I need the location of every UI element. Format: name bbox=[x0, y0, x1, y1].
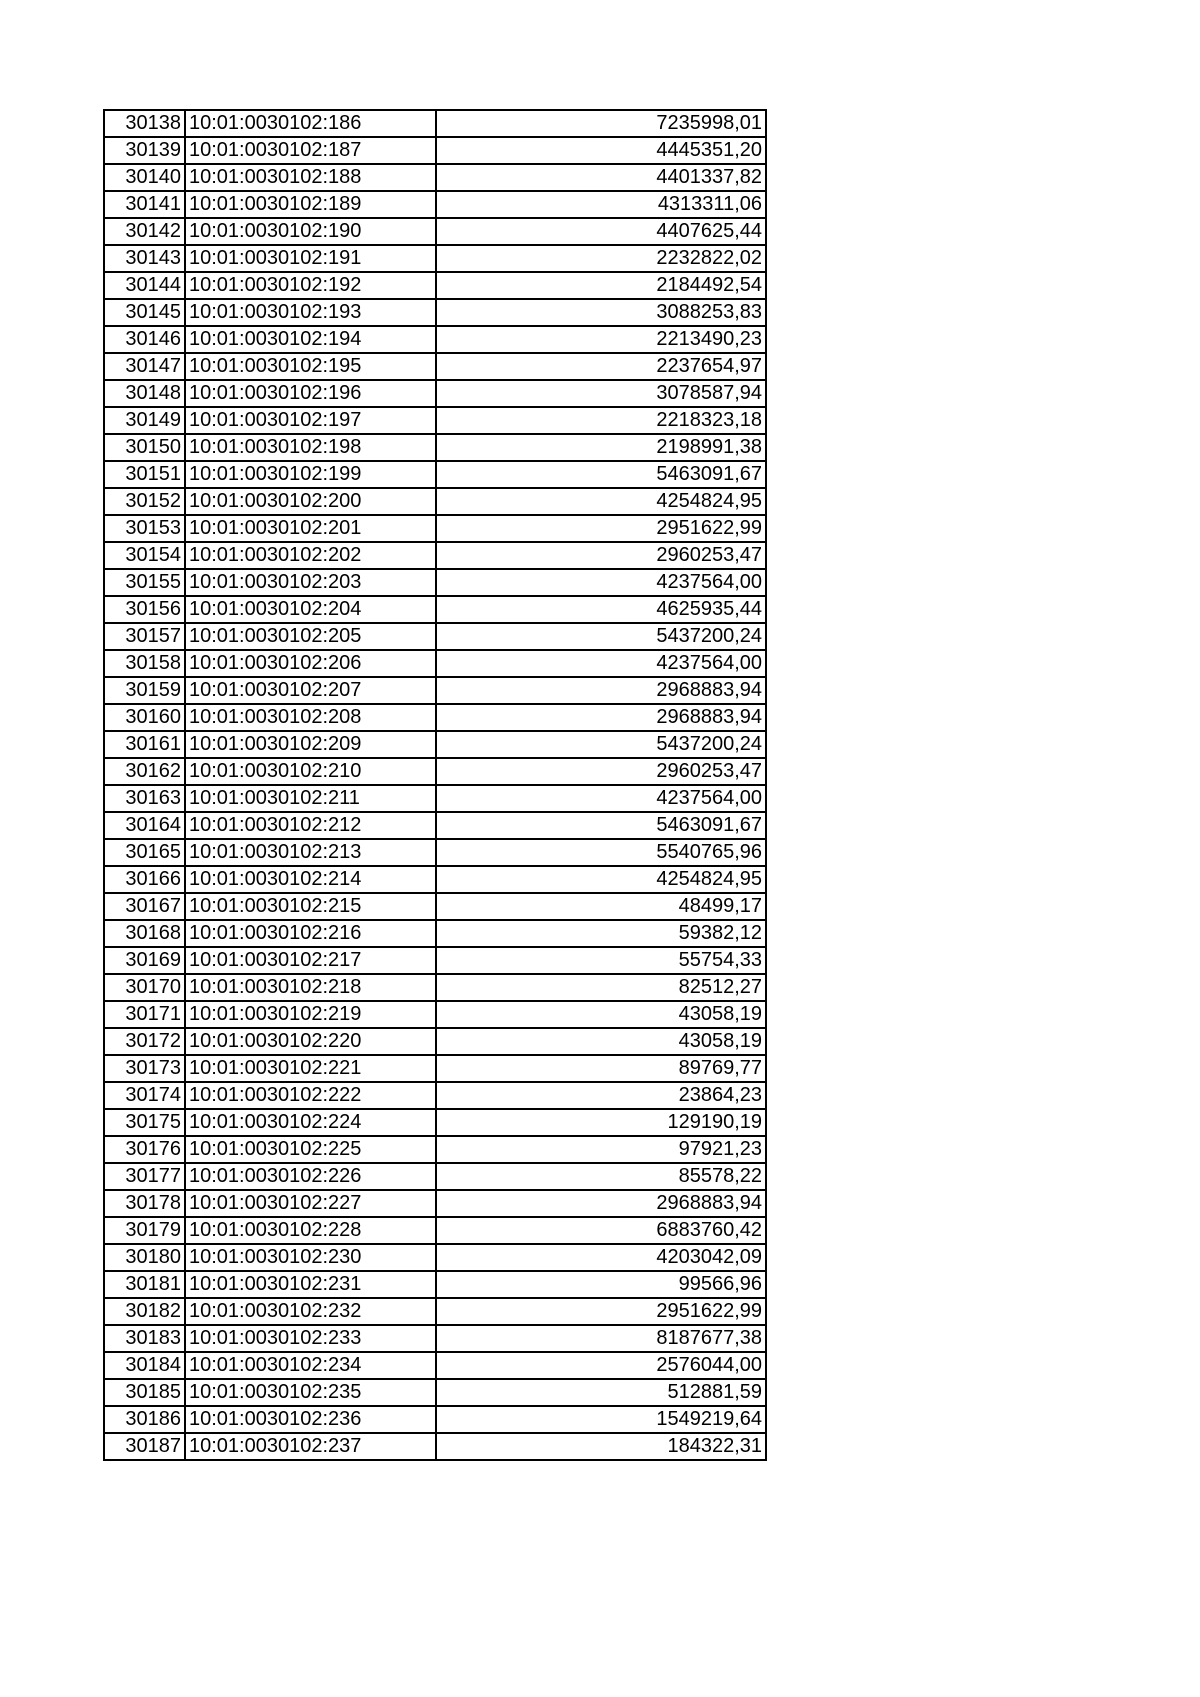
cadastral-number-cell: 10:01:0030102:214 bbox=[185, 866, 436, 893]
cadastral-number-cell: 10:01:0030102:186 bbox=[185, 110, 436, 137]
table-row bbox=[104, 731, 766, 758]
table-row bbox=[104, 1271, 766, 1298]
value-cell: 7235998,01 bbox=[436, 110, 766, 137]
row-number-cell: 30187 bbox=[104, 1433, 185, 1460]
value-cell: 4254824,95 bbox=[436, 866, 766, 893]
row-number-cell: 30140 bbox=[104, 164, 185, 191]
cadastral-number-cell: 10:01:0030102:235 bbox=[185, 1379, 436, 1406]
data-table bbox=[103, 109, 767, 1461]
row-number-cell: 30165 bbox=[104, 839, 185, 866]
value-cell: 4237564,00 bbox=[436, 650, 766, 677]
value-cell: 2951622,99 bbox=[436, 515, 766, 542]
cadastral-number-cell: 10:01:0030102:206 bbox=[185, 650, 436, 677]
value-cell: 5540765,96 bbox=[436, 839, 766, 866]
row-number-cell: 30174 bbox=[104, 1082, 185, 1109]
value-cell: 3088253,83 bbox=[436, 299, 766, 326]
table-row bbox=[104, 650, 766, 677]
cadastral-number-cell: 10:01:0030102:222 bbox=[185, 1082, 436, 1109]
table-row bbox=[104, 191, 766, 218]
cadastral-number-cell: 10:01:0030102:212 bbox=[185, 812, 436, 839]
cadastral-number-cell: 10:01:0030102:227 bbox=[185, 1190, 436, 1217]
cadastral-number-cell: 10:01:0030102:226 bbox=[185, 1163, 436, 1190]
value-cell: 5463091,67 bbox=[436, 461, 766, 488]
value-cell: 4313311,06 bbox=[436, 191, 766, 218]
table-row bbox=[104, 1028, 766, 1055]
value-cell: 2960253,47 bbox=[436, 758, 766, 785]
cadastral-number-cell: 10:01:0030102:193 bbox=[185, 299, 436, 326]
value-cell: 99566,96 bbox=[436, 1271, 766, 1298]
value-cell: 59382,12 bbox=[436, 920, 766, 947]
value-cell: 2184492,54 bbox=[436, 272, 766, 299]
table-row bbox=[104, 1244, 766, 1271]
cadastral-number-cell: 10:01:0030102:199 bbox=[185, 461, 436, 488]
row-number-cell: 30152 bbox=[104, 488, 185, 515]
cadastral-number-cell: 10:01:0030102:201 bbox=[185, 515, 436, 542]
row-number-cell: 30153 bbox=[104, 515, 185, 542]
value-cell: 2198991,38 bbox=[436, 434, 766, 461]
cadastral-number-cell: 10:01:0030102:210 bbox=[185, 758, 436, 785]
value-cell: 4401337,82 bbox=[436, 164, 766, 191]
table-row bbox=[104, 434, 766, 461]
row-number-cell: 30145 bbox=[104, 299, 185, 326]
cadastral-number-cell: 10:01:0030102:224 bbox=[185, 1109, 436, 1136]
row-number-cell: 30161 bbox=[104, 731, 185, 758]
table-row bbox=[104, 110, 766, 137]
cadastral-number-cell: 10:01:0030102:219 bbox=[185, 1001, 436, 1028]
value-cell: 43058,19 bbox=[436, 1001, 766, 1028]
value-cell: 3078587,94 bbox=[436, 380, 766, 407]
cadastral-number-cell: 10:01:0030102:232 bbox=[185, 1298, 436, 1325]
row-number-cell: 30175 bbox=[104, 1109, 185, 1136]
row-number-cell: 30163 bbox=[104, 785, 185, 812]
row-number-cell: 30181 bbox=[104, 1271, 185, 1298]
value-cell: 4254824,95 bbox=[436, 488, 766, 515]
row-number-cell: 30185 bbox=[104, 1379, 185, 1406]
row-number-cell: 30155 bbox=[104, 569, 185, 596]
table-row bbox=[104, 839, 766, 866]
table-row bbox=[104, 1055, 766, 1082]
value-cell: 4237564,00 bbox=[436, 569, 766, 596]
row-number-cell: 30158 bbox=[104, 650, 185, 677]
row-number-cell: 30169 bbox=[104, 947, 185, 974]
table-body bbox=[104, 110, 766, 1460]
value-cell: 97921,23 bbox=[436, 1136, 766, 1163]
row-number-cell: 30168 bbox=[104, 920, 185, 947]
cadastral-number-cell: 10:01:0030102:233 bbox=[185, 1325, 436, 1352]
row-number-cell: 30162 bbox=[104, 758, 185, 785]
table-row bbox=[104, 218, 766, 245]
cadastral-number-cell: 10:01:0030102:234 bbox=[185, 1352, 436, 1379]
table-row bbox=[104, 1190, 766, 1217]
row-number-cell: 30173 bbox=[104, 1055, 185, 1082]
row-number-cell: 30170 bbox=[104, 974, 185, 1001]
row-number-cell: 30182 bbox=[104, 1298, 185, 1325]
value-cell: 4445351,20 bbox=[436, 137, 766, 164]
table-row bbox=[104, 1406, 766, 1433]
value-cell: 2968883,94 bbox=[436, 1190, 766, 1217]
table-row bbox=[104, 569, 766, 596]
value-cell: 512881,59 bbox=[436, 1379, 766, 1406]
table-row bbox=[104, 137, 766, 164]
cadastral-number-cell: 10:01:0030102:211 bbox=[185, 785, 436, 812]
value-cell: 82512,27 bbox=[436, 974, 766, 1001]
table-row bbox=[104, 866, 766, 893]
cadastral-number-cell: 10:01:0030102:213 bbox=[185, 839, 436, 866]
cadastral-number-cell: 10:01:0030102:205 bbox=[185, 623, 436, 650]
value-cell: 5437200,24 bbox=[436, 731, 766, 758]
cadastral-number-cell: 10:01:0030102:195 bbox=[185, 353, 436, 380]
value-cell: 6883760,42 bbox=[436, 1217, 766, 1244]
table-row bbox=[104, 1325, 766, 1352]
cadastral-number-cell: 10:01:0030102:231 bbox=[185, 1271, 436, 1298]
row-number-cell: 30172 bbox=[104, 1028, 185, 1055]
row-number-cell: 30160 bbox=[104, 704, 185, 731]
table-row bbox=[104, 353, 766, 380]
cadastral-number-cell: 10:01:0030102:194 bbox=[185, 326, 436, 353]
cadastral-number-cell: 10:01:0030102:230 bbox=[185, 1244, 436, 1271]
cadastral-number-cell: 10:01:0030102:188 bbox=[185, 164, 436, 191]
table-row bbox=[104, 515, 766, 542]
value-cell: 48499,17 bbox=[436, 893, 766, 920]
value-cell: 23864,23 bbox=[436, 1082, 766, 1109]
value-cell: 43058,19 bbox=[436, 1028, 766, 1055]
value-cell: 2968883,94 bbox=[436, 704, 766, 731]
row-number-cell: 30150 bbox=[104, 434, 185, 461]
cadastral-number-cell: 10:01:0030102:209 bbox=[185, 731, 436, 758]
row-number-cell: 30156 bbox=[104, 596, 185, 623]
table-row bbox=[104, 272, 766, 299]
row-number-cell: 30151 bbox=[104, 461, 185, 488]
row-number-cell: 30180 bbox=[104, 1244, 185, 1271]
table-row bbox=[104, 785, 766, 812]
table-row bbox=[104, 947, 766, 974]
row-number-cell: 30157 bbox=[104, 623, 185, 650]
table-row bbox=[104, 812, 766, 839]
table-row bbox=[104, 542, 766, 569]
value-cell: 2232822,02 bbox=[436, 245, 766, 272]
table-row bbox=[104, 1136, 766, 1163]
row-number-cell: 30147 bbox=[104, 353, 185, 380]
row-number-cell: 30179 bbox=[104, 1217, 185, 1244]
table-row bbox=[104, 1082, 766, 1109]
cadastral-number-cell: 10:01:0030102:208 bbox=[185, 704, 436, 731]
cadastral-number-cell: 10:01:0030102:207 bbox=[185, 677, 436, 704]
table-row bbox=[104, 1001, 766, 1028]
row-number-cell: 30159 bbox=[104, 677, 185, 704]
table-row bbox=[104, 1352, 766, 1379]
cadastral-number-cell: 10:01:0030102:189 bbox=[185, 191, 436, 218]
value-cell: 2218323,18 bbox=[436, 407, 766, 434]
row-number-cell: 30144 bbox=[104, 272, 185, 299]
table-row bbox=[104, 758, 766, 785]
row-number-cell: 30148 bbox=[104, 380, 185, 407]
value-cell: 85578,22 bbox=[436, 1163, 766, 1190]
row-number-cell: 30166 bbox=[104, 866, 185, 893]
row-number-cell: 30138 bbox=[104, 110, 185, 137]
table-row bbox=[104, 380, 766, 407]
table-row bbox=[104, 596, 766, 623]
value-cell: 184322,31 bbox=[436, 1433, 766, 1460]
value-cell: 4203042,09 bbox=[436, 1244, 766, 1271]
row-number-cell: 30167 bbox=[104, 893, 185, 920]
table-row bbox=[104, 704, 766, 731]
value-cell: 4625935,44 bbox=[436, 596, 766, 623]
row-number-cell: 30142 bbox=[104, 218, 185, 245]
row-number-cell: 30141 bbox=[104, 191, 185, 218]
row-number-cell: 30146 bbox=[104, 326, 185, 353]
value-cell: 55754,33 bbox=[436, 947, 766, 974]
cadastral-number-cell: 10:01:0030102:204 bbox=[185, 596, 436, 623]
cadastral-number-cell: 10:01:0030102:203 bbox=[185, 569, 436, 596]
table-row bbox=[104, 1298, 766, 1325]
cadastral-number-cell: 10:01:0030102:200 bbox=[185, 488, 436, 515]
cadastral-number-cell: 10:01:0030102:220 bbox=[185, 1028, 436, 1055]
cadastral-number-cell: 10:01:0030102:237 bbox=[185, 1433, 436, 1460]
table-row bbox=[104, 1109, 766, 1136]
cadastral-number-cell: 10:01:0030102:198 bbox=[185, 434, 436, 461]
table-row bbox=[104, 623, 766, 650]
cadastral-number-cell: 10:01:0030102:190 bbox=[185, 218, 436, 245]
value-cell: 8187677,38 bbox=[436, 1325, 766, 1352]
cadastral-number-cell: 10:01:0030102:228 bbox=[185, 1217, 436, 1244]
row-number-cell: 30149 bbox=[104, 407, 185, 434]
table-row bbox=[104, 677, 766, 704]
value-cell: 4237564,00 bbox=[436, 785, 766, 812]
table-row bbox=[104, 920, 766, 947]
cadastral-number-cell: 10:01:0030102:218 bbox=[185, 974, 436, 1001]
cadastral-number-cell: 10:01:0030102:191 bbox=[185, 245, 436, 272]
value-cell: 2960253,47 bbox=[436, 542, 766, 569]
cadastral-number-cell: 10:01:0030102:197 bbox=[185, 407, 436, 434]
table-row bbox=[104, 1379, 766, 1406]
value-cell: 1549219,64 bbox=[436, 1406, 766, 1433]
cadastral-number-cell: 10:01:0030102:187 bbox=[185, 137, 436, 164]
row-number-cell: 30139 bbox=[104, 137, 185, 164]
cadastral-number-cell: 10:01:0030102:225 bbox=[185, 1136, 436, 1163]
value-cell: 5463091,67 bbox=[436, 812, 766, 839]
table-row bbox=[104, 1433, 766, 1460]
table-row bbox=[104, 1217, 766, 1244]
table-row bbox=[104, 488, 766, 515]
table-row bbox=[104, 893, 766, 920]
table-row bbox=[104, 164, 766, 191]
row-number-cell: 30183 bbox=[104, 1325, 185, 1352]
table-row bbox=[104, 461, 766, 488]
cadastral-number-cell: 10:01:0030102:202 bbox=[185, 542, 436, 569]
value-cell: 2213490,23 bbox=[436, 326, 766, 353]
value-cell: 2968883,94 bbox=[436, 677, 766, 704]
value-cell: 2237654,97 bbox=[436, 353, 766, 380]
table-row bbox=[104, 1163, 766, 1190]
row-number-cell: 30154 bbox=[104, 542, 185, 569]
cadastral-number-cell: 10:01:0030102:216 bbox=[185, 920, 436, 947]
table-row bbox=[104, 299, 766, 326]
row-number-cell: 30164 bbox=[104, 812, 185, 839]
cadastral-number-cell: 10:01:0030102:236 bbox=[185, 1406, 436, 1433]
row-number-cell: 30177 bbox=[104, 1163, 185, 1190]
value-cell: 5437200,24 bbox=[436, 623, 766, 650]
row-number-cell: 30171 bbox=[104, 1001, 185, 1028]
table-row bbox=[104, 326, 766, 353]
row-number-cell: 30143 bbox=[104, 245, 185, 272]
row-number-cell: 30178 bbox=[104, 1190, 185, 1217]
cadastral-number-cell: 10:01:0030102:192 bbox=[185, 272, 436, 299]
value-cell: 89769,77 bbox=[436, 1055, 766, 1082]
value-cell: 129190,19 bbox=[436, 1109, 766, 1136]
cadastral-number-cell: 10:01:0030102:217 bbox=[185, 947, 436, 974]
value-cell: 2951622,99 bbox=[436, 1298, 766, 1325]
value-cell: 4407625,44 bbox=[436, 218, 766, 245]
cadastral-number-cell: 10:01:0030102:221 bbox=[185, 1055, 436, 1082]
table-row bbox=[104, 974, 766, 1001]
value-cell: 2576044,00 bbox=[436, 1352, 766, 1379]
cadastral-number-cell: 10:01:0030102:196 bbox=[185, 380, 436, 407]
table-row bbox=[104, 407, 766, 434]
row-number-cell: 30176 bbox=[104, 1136, 185, 1163]
table-row bbox=[104, 245, 766, 272]
row-number-cell: 30186 bbox=[104, 1406, 185, 1433]
cadastral-number-cell: 10:01:0030102:215 bbox=[185, 893, 436, 920]
row-number-cell: 30184 bbox=[104, 1352, 185, 1379]
